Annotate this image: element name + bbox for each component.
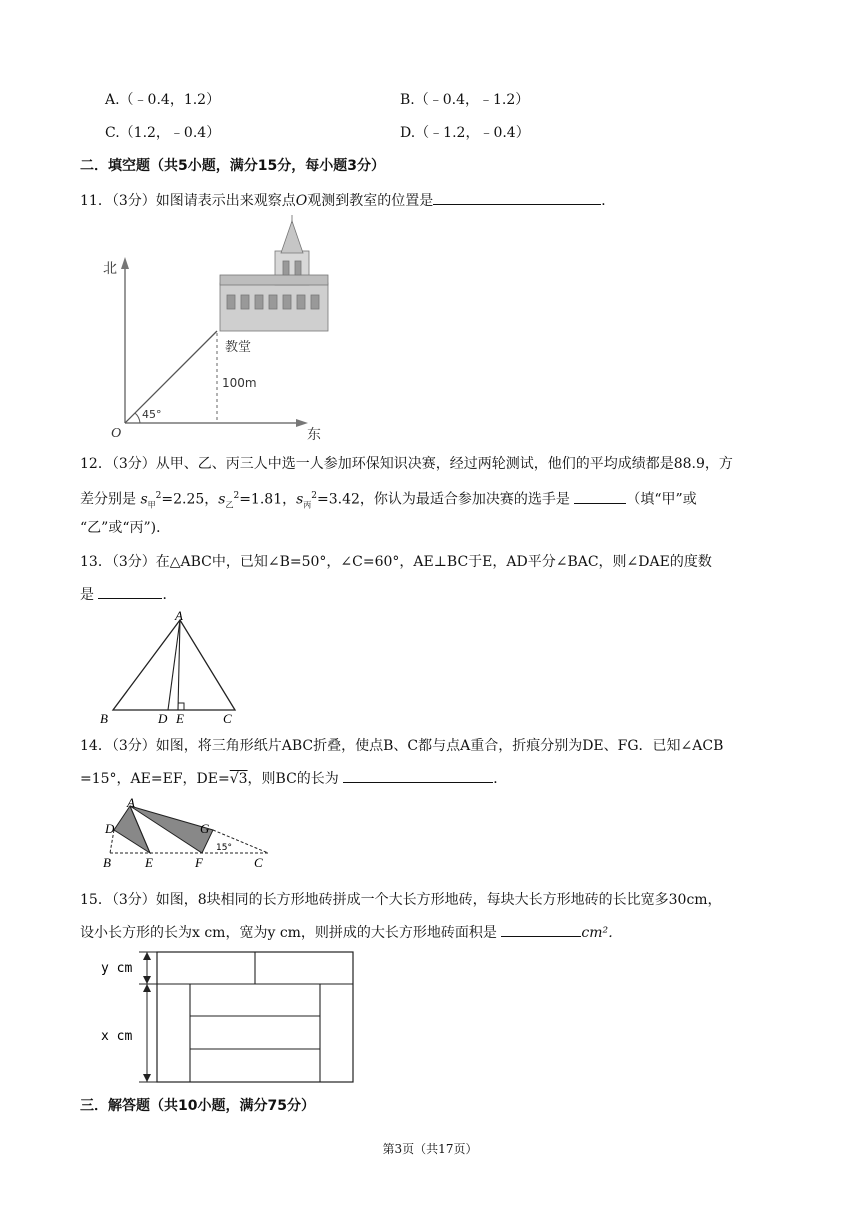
angle-label: 45° xyxy=(142,408,162,421)
distance-label: 100m xyxy=(222,376,257,390)
q13-line1: 13．（3分）在△ABC中，已知∠B=50°，∠C=60°，AE⊥BC于E，AD平分∠BAC，则∠DAE的度数 xyxy=(80,554,712,570)
option-a: A.（﹣0.4，1.2） xyxy=(105,92,221,108)
q15-line2: 设小长方形的长为x cm，宽为y cm，则拼成的大长方形地砖面积是 cm²． xyxy=(80,922,622,943)
x-dimension-label: x cm xyxy=(101,1029,133,1044)
church-image xyxy=(220,215,328,331)
label-d: D xyxy=(158,711,168,726)
label-e: E xyxy=(145,855,153,870)
q11-figure xyxy=(95,215,335,445)
label-a: A xyxy=(175,610,183,623)
option-c: C.（1.2，﹣0.4） xyxy=(105,125,221,141)
q13-answer-blank[interactable] xyxy=(98,584,162,599)
q14-line1: 14．（3分）如图，将三角形纸片ABC折叠，使点B、C都与点A重合，折痕分别为DE、FG．已知∠ACB xyxy=(80,738,724,754)
q14-answer-blank[interactable] xyxy=(343,768,493,783)
label-f: F xyxy=(195,855,203,870)
q13-figure xyxy=(95,610,255,726)
building-label: 教堂 xyxy=(225,340,252,355)
label-g: G xyxy=(200,821,210,836)
q15-answer-blank[interactable] xyxy=(501,922,581,937)
q12-answer-blank[interactable] xyxy=(574,489,626,504)
q14-line2: =15°，AE=EF，DE=√3，则BC的长为 ． xyxy=(80,768,507,789)
q11-text: 11．（3分）如图请表示出来观察点O观测到教室的位置是 ． xyxy=(80,190,615,211)
page-footer: 第3页（共17页） xyxy=(382,1142,478,1156)
label-c: C xyxy=(223,711,232,726)
angle-label: 15° xyxy=(216,843,232,853)
label-b: B xyxy=(100,711,108,726)
label-c: C xyxy=(254,855,263,870)
q13-line2: 是 ． xyxy=(80,584,176,605)
origin-label: O xyxy=(111,426,122,441)
q12-line2: 差分别是 $s_甲^2=2.25$，$s_乙^2=1.81$，$s_丙^2=3.42$，你认为最适合参加决赛的选手是 （填“甲”或 xyxy=(80,486,697,515)
q15-line1: 15．（3分）如图，8块相同的长方形地砖拼成一个大长方形地砖，每块大长方形地砖的长比宽多30cm， xyxy=(80,892,722,908)
option-d: D.（﹣1.2，﹣0.4） xyxy=(400,125,530,141)
q14-figure xyxy=(100,796,276,872)
label-d: D xyxy=(105,821,115,836)
north-label: 北 xyxy=(103,261,117,277)
q11-answer-blank[interactable] xyxy=(433,190,601,205)
y-dimension-label: y cm xyxy=(101,961,133,976)
option-b: B.（﹣0.4，﹣1.2） xyxy=(400,92,530,108)
section2-heading: 二．填空题（共5小题，满分15分，每小题3分） xyxy=(80,158,385,174)
q12-line1: 12．（3分）从甲、乙、丙三人中选一人参加环保知识决赛，经过两轮测试，他们的平均成绩都是88.9，方 xyxy=(80,456,733,472)
q12-line3: “乙”或“丙”)． xyxy=(80,520,171,536)
section3-heading: 三．解答题（共10小题，满分75分） xyxy=(80,1098,315,1114)
east-label: 东 xyxy=(307,427,321,443)
label-b: B xyxy=(103,855,111,870)
label-a: A xyxy=(127,796,135,810)
q15-figure xyxy=(95,948,360,1086)
label-e: E xyxy=(176,711,184,726)
